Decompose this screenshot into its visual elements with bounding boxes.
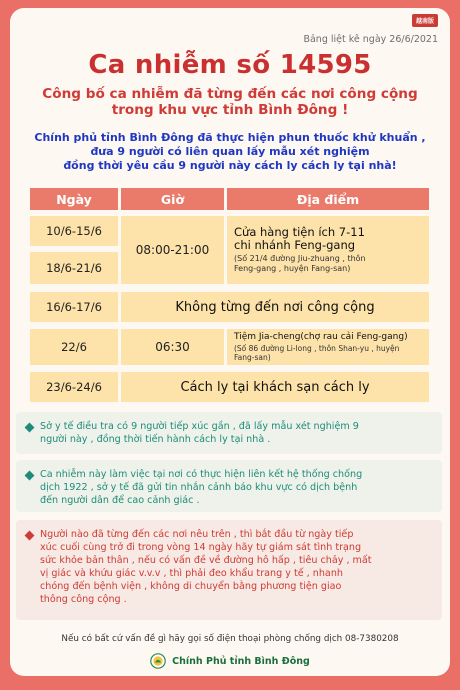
place-name: Cửa hàng tiện ích 7-11 xyxy=(234,225,365,239)
notice-line: đồng thời yêu cầu 9 người này cách ly cách ly tại nhà! xyxy=(63,159,397,172)
bullet-line: người này , đồng thời tiến hành cách ly tại nhà . xyxy=(40,434,271,445)
notice-line: Chính phủ tỉnh Bình Đông đã thực hiện phun thuốc khử khuẩn , xyxy=(34,131,426,144)
time-value: 08:00-21:00 xyxy=(135,243,210,257)
subtitle-line: trong khu vực tỉnh Bình Đông ! xyxy=(111,102,349,118)
footer xyxy=(10,653,450,669)
bullet-line: chóng đến bệnh viện , không di chuyển bằng phương tiện giao xyxy=(40,581,342,592)
table-header-time: Giờ xyxy=(121,188,224,210)
place-address: (Số 21/4 đường Jiu-zhuang , thôn xyxy=(234,254,366,263)
hotline-text: Nếu có bất cứ vấn đề gì hãy gọi số điện thoại phòng chống dịch 08-7380208 xyxy=(61,634,399,644)
government-notice xyxy=(14,131,446,173)
info-bullet xyxy=(16,460,442,512)
place-name: Tiệm Jia-cheng(chợ rau cải Feng-gang) xyxy=(234,332,408,342)
date-value: 23/6-24/6 xyxy=(46,380,102,394)
date-value: 18/6-21/6 xyxy=(46,261,102,275)
notice-line: đưa 9 người có liên quan lấy mẫu xét nghiệm xyxy=(90,145,370,158)
place-address: (Số 86 đường Li-long , thôn Shan-yu , huyện xyxy=(234,344,400,353)
table-cell-date xyxy=(30,292,118,322)
diamond-bullet-icon xyxy=(25,471,35,481)
bullet-line: sức khỏe bản thân , nếu có vấn đề về đường hô hấp , tiêu chảy , mất xyxy=(40,555,372,566)
bullet-line: vị giác và khứu giác v.v.v , thì phải đeo khẩu trang y tế , nhanh xyxy=(40,568,343,579)
date-value: 16/6-17/6 xyxy=(46,300,102,314)
table-cell-date xyxy=(30,329,118,365)
table-cell-time xyxy=(121,329,224,365)
subtitle-line: Công bố ca nhiễm đã từng đến các nơi công cộng xyxy=(42,86,418,102)
place-address: Feng-gang , huyện Fang-san) xyxy=(234,264,351,273)
table-cell-date xyxy=(30,372,118,402)
publish-date: Bảng liệt kê ngày 26/6/2021 xyxy=(303,34,438,45)
date-value: 22/6 xyxy=(61,340,87,354)
bullet-line: đến người dân để cao cảnh giác . xyxy=(40,495,200,506)
subtitle xyxy=(16,86,444,118)
warning-bullet xyxy=(16,520,442,620)
bullet-line: xúc cuối cùng trở đi trong vòng 14 ngày hãy tự giám sát tình trạng xyxy=(40,542,362,553)
table-header-date: Ngày xyxy=(30,188,118,210)
table-cell-merged xyxy=(121,372,429,402)
table-cell-merged xyxy=(121,292,429,322)
diamond-bullet-icon xyxy=(25,423,35,433)
table-cell-place xyxy=(227,329,429,365)
table-cell-date xyxy=(30,252,118,284)
table-cell-time xyxy=(121,216,224,284)
info-bullet xyxy=(16,412,442,454)
place-name: chi nhánh Feng-gang xyxy=(234,238,356,252)
bullet-line: Người nào đã từng đến các nơi nêu trên , thì bắt đầu từ ngày tiếp xyxy=(40,529,354,540)
row-note: Không từng đến nơi công cộng xyxy=(175,299,375,315)
organization-name: Chính Phủ tỉnh Bình Đông xyxy=(172,655,310,667)
announcement-poster xyxy=(10,8,450,676)
row-note: Cách ly tại khách sạn cách ly xyxy=(180,379,370,395)
bullet-line: dịch 1922 , sở y tế đã gửi tin nhắn cảnh báo khu vực có dịch bệnh xyxy=(40,482,358,493)
date-value: 10/6-15/6 xyxy=(46,224,102,238)
bullet-line: thông công cộng . xyxy=(40,594,127,605)
bullet-line: Ca nhiễm này làm việc tại nơi có thực hiện liên kết hệ thống chống xyxy=(40,469,363,480)
government-seal-icon xyxy=(150,653,166,669)
page-title: Ca nhiễm số 14595 xyxy=(88,50,372,80)
table-cell-place xyxy=(227,216,429,284)
bullet-line: Sở y tế điều tra có 9 người tiếp xúc gần , đã lấy mẫu xét nghiệm 9 xyxy=(40,421,359,432)
table-cell-date xyxy=(30,216,118,246)
place-address: Fang-san) xyxy=(234,353,271,362)
time-value: 06:30 xyxy=(155,340,190,354)
table-header-place: Địa điểm xyxy=(227,188,429,210)
diamond-bullet-icon xyxy=(25,531,35,541)
language-badge: 越南版 xyxy=(412,14,438,27)
